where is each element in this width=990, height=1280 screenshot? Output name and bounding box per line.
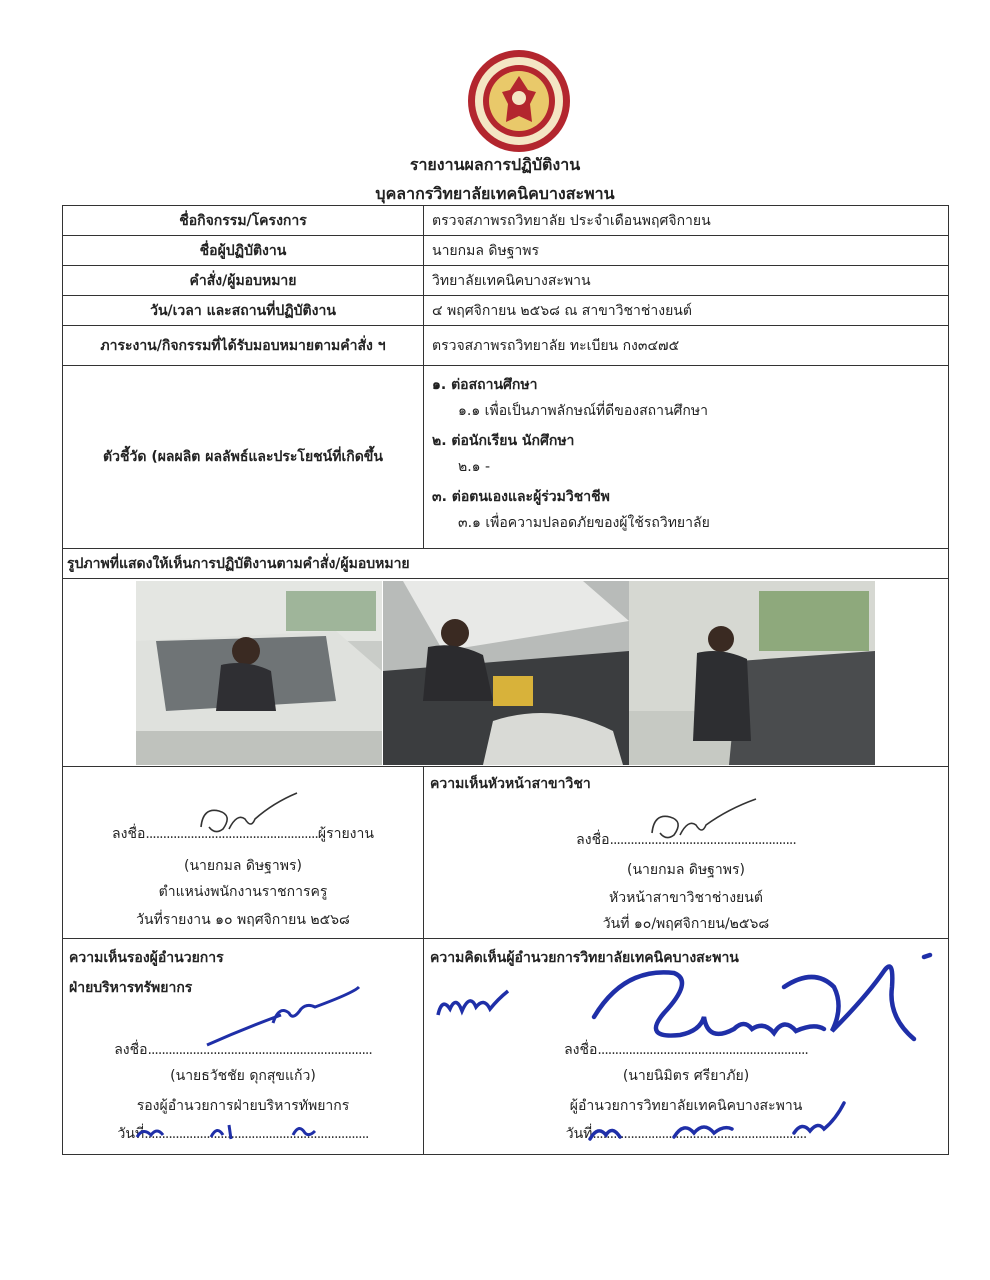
- photo-driver-check: [136, 581, 382, 765]
- director-opinion-heading: ความคิดเห็นผู้อำนวยการวิทยาลัยเทคนิคบางสะพาน: [430, 950, 739, 966]
- row-photos: [63, 579, 949, 767]
- report-table: [62, 205, 949, 1155]
- sign-prefix: ลงชื่อ: [576, 832, 610, 848]
- head-signature-block: [424, 767, 949, 939]
- row-activity: [63, 206, 949, 236]
- report-title: รายงานผลการปฏิบัติงาน: [409, 155, 581, 174]
- sign-suffix: ผู้รายงาน: [317, 826, 374, 842]
- label-activity: ชื่อกิจกรรม/โครงการ: [63, 206, 424, 236]
- indicator-sub: ๑.๑ เพื่อเป็นภาพลักษณ์ที่ดีของสถานศึกษา: [458, 403, 708, 419]
- director-handwritten-note: [434, 985, 514, 1025]
- row-datetime: [63, 296, 949, 326]
- reporter-date: วันที่รายงาน ๑๐ พฤศจิกายน ๒๕๖๘: [136, 912, 350, 928]
- label-assignment: ภาระงาน/กิจกรรมที่ได้รับมอบหมายตามคำสั่ง ฯ: [63, 326, 424, 366]
- value-datetime: ๔ พฤศจิกายน ๒๕๖๘ ณ สาขาวิชาช่างยนต์: [424, 296, 949, 326]
- reporter-signature-block: [63, 767, 424, 939]
- deputy-position: รองผู้อำนวยการฝ่ายบริหารทัพยากร: [136, 1098, 350, 1114]
- indicator-heading: ๓. ต่อตนเองและผู้ร่วมวิชาชีพ: [432, 489, 610, 505]
- label-datetime: วัน/เวลา และสถานที่ปฏิบัติงาน: [63, 296, 424, 326]
- row-order: [63, 266, 949, 296]
- row-indicators: [63, 366, 949, 549]
- indicators-list: [424, 366, 949, 549]
- director-signature-block: [424, 939, 949, 1155]
- college-seal-logo: [466, 48, 572, 154]
- director-sign-line: ลงชื่อ.............................................................: [564, 1042, 808, 1058]
- photos-heading: รูปภาพที่แสดงให้เห็นการปฏิบัติงานตามคำสั่ง/ผู้มอบหมาย: [63, 549, 949, 579]
- head-name: (นายกมล ดิษฐาพร): [627, 862, 745, 878]
- value-activity: ตรวจสภาพรถวิทยาลัย ประจำเดือนพฤศจิกายน: [424, 206, 949, 236]
- director-position: ผู้อำนวยการวิทยาลัยเทคนิคบางสะพาน: [569, 1098, 803, 1114]
- indicator-sub: ๒.๑ -: [458, 459, 491, 475]
- indicator-heading: ๑. ต่อสถานศึกษา: [432, 377, 538, 393]
- head-opinion-heading: ความเห็นหัวหน้าสาขาวิชา: [430, 776, 591, 792]
- head-position: หัวหน้าสาขาวิชาช่างยนต์: [609, 890, 763, 906]
- reporter-position: ตำแหน่งพนักงานราชการครู: [158, 884, 328, 900]
- row-photo-heading: [63, 549, 949, 579]
- row-signatures-2: [63, 939, 949, 1155]
- label-worker: ชื่อผู้ปฏิบัติงาน: [63, 236, 424, 266]
- row-signatures-1: [63, 767, 949, 939]
- row-assignment: [63, 326, 949, 366]
- deputy-department-heading: ฝ่ายบริหารทรัพยากร: [69, 980, 193, 996]
- photo-engine-check: [383, 581, 629, 765]
- deputy-date-line: วันที่.................................................................: [117, 1126, 369, 1142]
- deputy-signature-block: [63, 939, 424, 1155]
- reporter-name: (นายกมล ดิษฐาพร): [184, 858, 302, 874]
- sign-prefix: ลงชื่อ: [112, 826, 146, 842]
- director-date-line: วันที่..............................................................: [565, 1126, 807, 1142]
- head-sign-line: ลงชื่อ......................................................: [576, 832, 796, 848]
- head-date: วันที่ ๑๐/พฤศจิกายน/๒๕๖๘: [602, 916, 770, 932]
- photo-engine-check-2: [629, 581, 875, 765]
- deputy-sign-line: ลงชื่อ.................................................................: [114, 1042, 372, 1058]
- value-order: วิทยาลัยเทคนิคบางสะพาน: [424, 266, 949, 296]
- report-subtitle: บุคลากรวิทยาลัยเทคนิคบางสะพาน: [375, 184, 615, 203]
- photos-strip: [63, 579, 949, 767]
- label-order: คำสั่ง/ผู้มอบหมาย: [63, 266, 424, 296]
- row-worker: [63, 236, 949, 266]
- sign-prefix: ลงชื่อ: [564, 1042, 598, 1058]
- deputy-name: (นายธวัชชัย ดุกสุขแก้ว): [170, 1068, 316, 1084]
- deputy-opinion-heading: ความเห็นรองผู้อำนวยการ: [69, 950, 224, 966]
- sign-prefix: ลงชื่อ: [114, 1042, 148, 1058]
- indicator-sub: ๓.๑ เพื่อความปลอดภัยของผู้ใช้รถวิทยาลัย: [458, 515, 710, 531]
- date-prefix: วันที่: [565, 1126, 593, 1142]
- value-assignment: ตรวจสภาพรถวิทยาลัย ทะเบียน กง๓๔๗๕: [424, 326, 949, 366]
- director-name: (นายนิมิตร ศรียาภัย): [622, 1068, 750, 1084]
- value-worker: นายกมล ดิษฐาพร: [424, 236, 949, 266]
- reporter-sign-line: ลงชื่อ..................................................ผู้รายงาน: [112, 826, 374, 842]
- indicator-heading: ๒. ต่อนักเรียน นักศึกษา: [432, 433, 575, 449]
- date-prefix: วันที่: [117, 1126, 145, 1142]
- label-indicators: ตัวชี้วัด (ผลผลิต ผลลัพธ์และประโยชน์ที่เกิดขึ้น: [63, 366, 424, 549]
